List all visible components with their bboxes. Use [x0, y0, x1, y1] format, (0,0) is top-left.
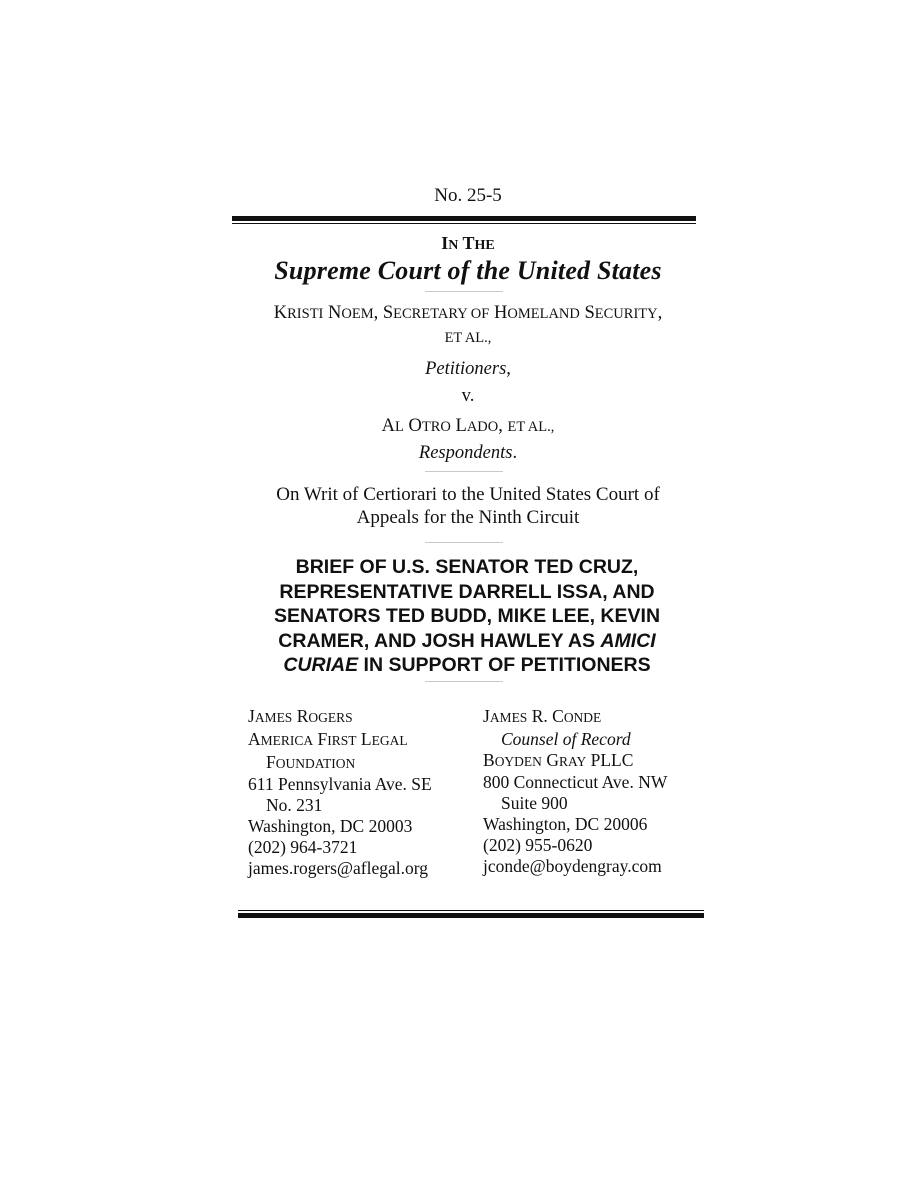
- petitioners-et-al: ET AL.,: [444, 330, 492, 346]
- divider: [425, 681, 503, 682]
- top-rule-thick: [232, 216, 696, 221]
- bottom-rule-thick: [238, 913, 704, 918]
- counsel-role: Counsel of Record: [501, 728, 631, 749]
- counsel-block-right: [483, 706, 667, 876]
- divider: [425, 291, 503, 292]
- counsel-phone: (202) 964-3721: [248, 836, 358, 857]
- divider: [425, 471, 503, 472]
- respondents-role: Respondents.: [418, 443, 518, 463]
- counsel-email: jconde@boydengray.com: [483, 855, 662, 876]
- court-name: Supreme Court of the United States: [274, 256, 662, 285]
- counsel-city: Washington, DC 20003: [248, 815, 413, 836]
- bottom-rule-thin: [238, 910, 704, 911]
- counsel-firm: BOYDEN GRAY PLLC: [483, 749, 634, 770]
- petitioners-role: Petitioners,: [425, 359, 511, 379]
- counsel-name: JAMES R. CONDE: [483, 706, 602, 726]
- counsel-city: Washington, DC 20006: [483, 813, 648, 834]
- versus: v.: [461, 386, 475, 406]
- petitioners-names: KRISTI NOEM, SECRETARY OF HOMELAND SECURITY,: [273, 303, 663, 323]
- counsel-address: 611 Pennsylvania Ave. SE: [248, 774, 432, 795]
- top-rule-thin: [232, 223, 696, 224]
- counsel-address: 800 Connecticut Ave. NW: [483, 772, 668, 793]
- divider: [425, 542, 503, 543]
- counsel-block-left: [248, 706, 432, 878]
- brief-title: BRIEF OF U.S. SENATOR TED CRUZ, REPRESENTATIVE DARRELL ISSA, AND SENATORS TED BUDD, MIKE LEE, KEVIN CRAMER, AND JOSH HAWLEY AS AMICI CURIAE IN SUPPORT OF PETITIONERS: [273, 556, 661, 676]
- counsel-phone: (202) 955-0620: [483, 834, 593, 855]
- counsel-email: james.rogers@aflegal.org: [248, 857, 429, 878]
- counsel-address-cont: Suite 900: [501, 793, 568, 814]
- counsel-address-cont: No. 231: [266, 795, 323, 816]
- court-in-the: IN THE: [441, 233, 495, 253]
- counsel-name: JAMES ROGERS: [248, 706, 353, 726]
- counsel-org: AMERICA FIRST LEGAL: [248, 728, 408, 749]
- writ-description: On Writ of Certiorari to the United States Court of Appeals for the Ninth Circuit: [276, 484, 660, 528]
- respondents-names: AL OTRO LADO, ET AL.,: [381, 416, 555, 436]
- docket-number: No. 25-5: [434, 185, 502, 206]
- counsel-org-cont: FOUNDATION: [266, 751, 356, 772]
